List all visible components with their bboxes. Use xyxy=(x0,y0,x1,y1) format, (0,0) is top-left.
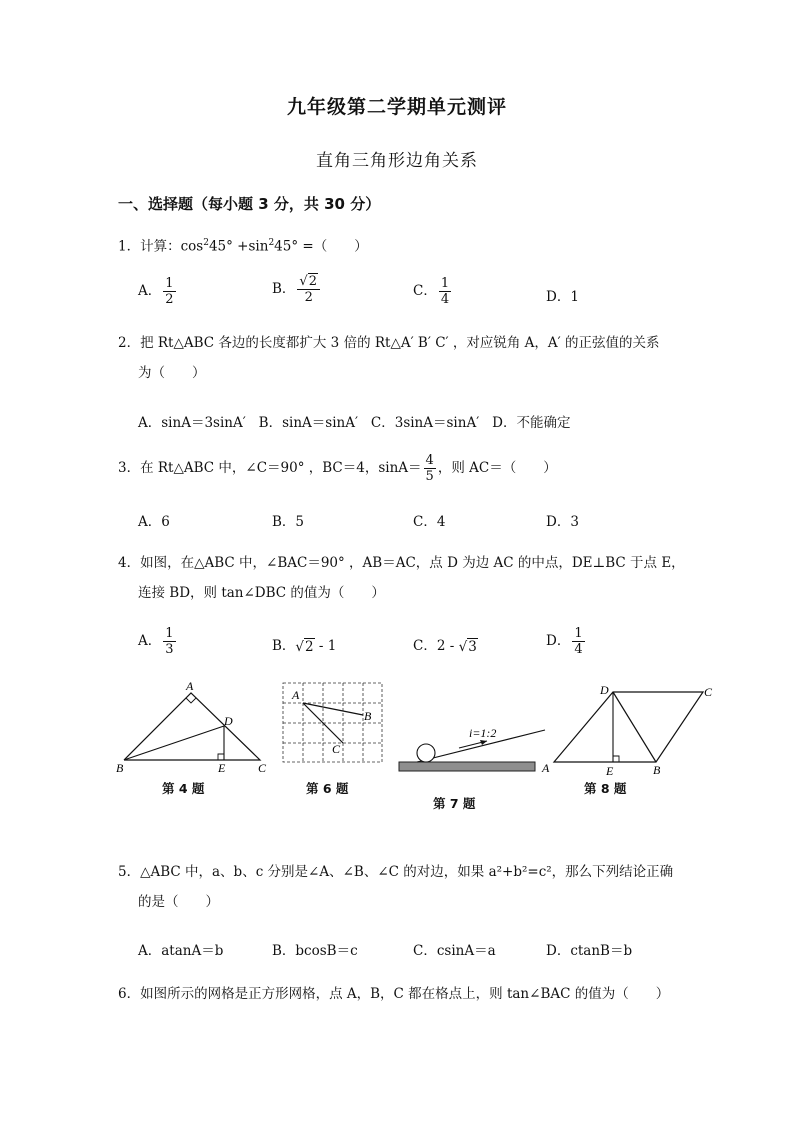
q1-option-a[interactable] xyxy=(138,276,178,307)
section-heading: 一、选择题（每小题 3 分，共 30 分） xyxy=(118,195,381,213)
q3-option-a[interactable]: A．6 xyxy=(138,514,170,530)
fig8-label-e: E xyxy=(606,764,614,778)
fig6-label-a: A xyxy=(292,688,300,702)
figure-7 xyxy=(395,722,547,777)
q4-option-b[interactable]: B．√2 - 1 xyxy=(272,638,337,655)
q4-c-label: C． xyxy=(413,638,437,654)
q1-suffix: 45° =（ ） xyxy=(274,238,368,255)
figure-4 xyxy=(112,680,272,775)
question-5-line1: 5．△ABC 中，a、b、c 分别是∠A、∠B、∠C 的对边，如果 a²+b²=c²，那么下列结论正确 xyxy=(118,864,674,880)
fig4-label-b: B xyxy=(116,761,124,775)
question-5-line2: 的是（ ） xyxy=(138,894,219,910)
q1-d-label: D． xyxy=(546,289,571,305)
q3-option-c[interactable]: C．4 xyxy=(413,514,446,530)
q4-d-den: 4 xyxy=(574,642,583,657)
q1-c-num: 1 xyxy=(440,276,450,291)
q1-d-text: 1 xyxy=(570,289,579,305)
figure-8 xyxy=(540,680,720,778)
q1-option-b[interactable]: B． $\frac{√2}{2}$ xyxy=(272,274,322,305)
question-2-line2: 为（ ） xyxy=(138,365,206,381)
q1-number: 1． xyxy=(118,238,141,255)
q1-a-label: A． xyxy=(138,283,162,299)
question-4-line1: 4．如图，在△ABC 中，∠BAC＝90° ，AB＝AC，点 D 为边 AC 的中点，DE⊥BC 于点 E， xyxy=(118,555,685,571)
fig8-label-d: D xyxy=(600,683,609,697)
fig8-label-b: B xyxy=(653,763,661,777)
q3-suffix: ，则 AC＝（ ） xyxy=(437,460,557,476)
q1-b-label: B． xyxy=(272,281,296,297)
q5-option-a[interactable]: A．atanA＝b xyxy=(138,943,224,959)
fig4-label-a: A xyxy=(186,680,194,693)
q3-option-d[interactable]: D．3 xyxy=(546,514,579,530)
fig6-label-c: C xyxy=(332,742,341,756)
q4-b-label: B． xyxy=(272,638,296,654)
fig4-label-e: E xyxy=(218,761,226,775)
q1-c-label: C． xyxy=(413,283,437,299)
figure-6 xyxy=(280,680,385,765)
fig7-slope-label: i=1:2 xyxy=(469,726,497,740)
q4-d-num: 1 xyxy=(574,626,583,641)
fig8-label-a: A xyxy=(542,761,550,775)
page-subtitle: 直角三角形边角关系 xyxy=(316,151,478,171)
page-title: 九年级第二学期单元测评 xyxy=(286,96,507,118)
q4-option-d[interactable] xyxy=(546,626,587,657)
question-2-line1: 2．把 Rt△ABC 各边的长度都扩大 3 倍的 Rt△A′ B′ C′ ，对应锐角 A，A′ 的正弦值的关系 xyxy=(118,335,660,351)
q5-option-c[interactable]: C．csinA＝a xyxy=(413,943,496,959)
q1-exp2: 2 xyxy=(268,238,275,248)
question-1 xyxy=(118,228,368,262)
q5-option-d[interactable]: D．ctanB＝b xyxy=(546,943,633,959)
q4-d-label: D． xyxy=(546,633,571,649)
q1-prefix: 计算：cos xyxy=(140,238,204,255)
fig8-caption: 第 8 题 xyxy=(584,781,627,796)
q4-option-a[interactable] xyxy=(138,626,178,657)
q1-exp1: 2 xyxy=(203,238,209,248)
question-4-line2: 连接 BD，则 tan∠DBC 的值为（ ） xyxy=(138,585,385,601)
q3-option-b[interactable]: B．5 xyxy=(272,514,305,530)
fig4-label-d: D xyxy=(224,714,233,728)
q4-b-tail: - 1 xyxy=(314,638,337,654)
q4-c-rad: 3 xyxy=(468,638,477,655)
q1-a-num: 1 xyxy=(165,276,174,291)
fig6-caption: 第 6 题 xyxy=(306,781,349,796)
q4-a-label: A． xyxy=(138,633,162,649)
q4-a-num: 1 xyxy=(165,626,174,641)
fig7-caption: 第 7 题 xyxy=(433,796,476,811)
fig4-caption: 第 4 题 xyxy=(162,781,205,796)
q3-num: 4 xyxy=(425,453,434,468)
fig6-label-b: B xyxy=(364,709,372,723)
q4-option-c[interactable]: C．2 - √3 xyxy=(413,638,477,655)
q2-options[interactable]: A．sinA＝3sinA′ B．sinA＝sinA′ C．3sinA＝sinA′ D．不能确定 xyxy=(138,415,571,431)
q1-b-den: 2 xyxy=(304,290,313,305)
question-6-line1: 6．如图所示的网格是正方形网格，点 A，B，C 都在格点上，则 tan∠BAC 的值为（ ） xyxy=(118,986,670,1002)
q1-b-rad: 2 xyxy=(308,274,317,289)
q1-c-den: 4 xyxy=(440,292,450,307)
fig8-label-c: C xyxy=(704,685,713,699)
question-3 xyxy=(118,453,557,484)
q1-option-d[interactable] xyxy=(546,285,579,305)
q4-b-rad: 2 xyxy=(305,638,314,655)
fig4-label-c: C xyxy=(258,761,267,775)
q3-prefix: 3．在 Rt△ABC 中，∠C＝90° ，BC＝4，sinA＝ xyxy=(118,460,422,476)
q4-a-den: 3 xyxy=(165,642,174,657)
q4-c-head: 2 - xyxy=(436,638,459,654)
q1-mid: 45° +sin xyxy=(208,238,269,255)
q3-den: 5 xyxy=(425,469,434,484)
q5-option-b[interactable]: B．bcosB＝c xyxy=(272,943,358,959)
q1-a-den: 2 xyxy=(165,292,174,307)
q1-option-c[interactable] xyxy=(413,276,453,307)
